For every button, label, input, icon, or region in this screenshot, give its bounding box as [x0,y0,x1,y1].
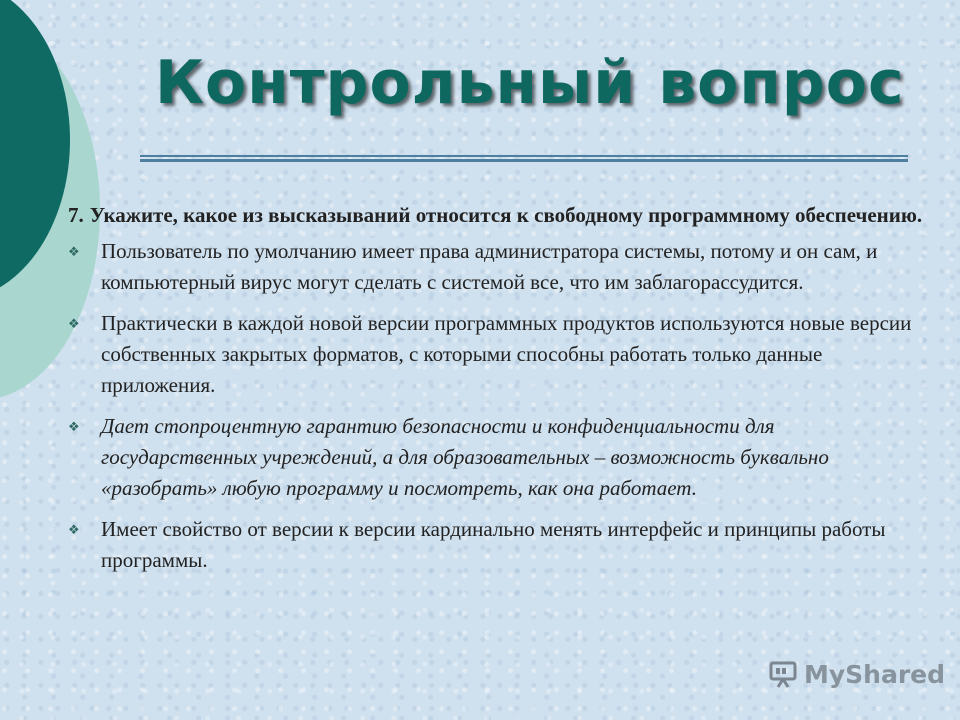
diamond-bullet-icon: ❖ [68,419,80,434]
question-number: 7. [68,203,84,227]
answer-list [68,236,928,576]
answer-text: Дает стопроцентную гарантию безопасности и конфиденциальности для государственных учреждений, а для образовательных – возможность буквально «разобрать» любую программу и посмотреть, как она работает. [101,414,829,500]
answer-option-2 [68,308,928,401]
answer-option-3 [68,411,928,504]
answer-text: Практически в каждой новой версии программных продуктов используются новые версии собственных закрытых форматов, с которыми способны работать только данные приложения. [101,311,912,397]
diamond-bullet-icon: ❖ [68,522,80,537]
diamond-bullet-icon: ❖ [68,244,80,259]
title-divider [140,155,908,163]
presentation-board-icon [768,659,798,689]
question-text [68,200,928,231]
answer-text: Имеет свойство от версии к версии кардинально менять интерфейс и принципы работы программы. [101,517,886,572]
watermark-text: MyShared [804,659,946,689]
watermark [768,656,945,692]
answer-option-1 [68,236,928,298]
question-body: Укажите, какое из высказываний относится к свободному программному обеспечению. [89,203,923,227]
slide-title: Контрольный вопрос [155,48,905,118]
answer-text: Пользователь по умолчанию имеет права администратора системы, потому и он сам, и компьютерный вирус могут сделать с системой все, что им заблагорассудится. [101,239,878,294]
slide-content [68,200,928,586]
answer-option-4 [68,514,928,576]
diamond-bullet-icon: ❖ [68,316,80,331]
